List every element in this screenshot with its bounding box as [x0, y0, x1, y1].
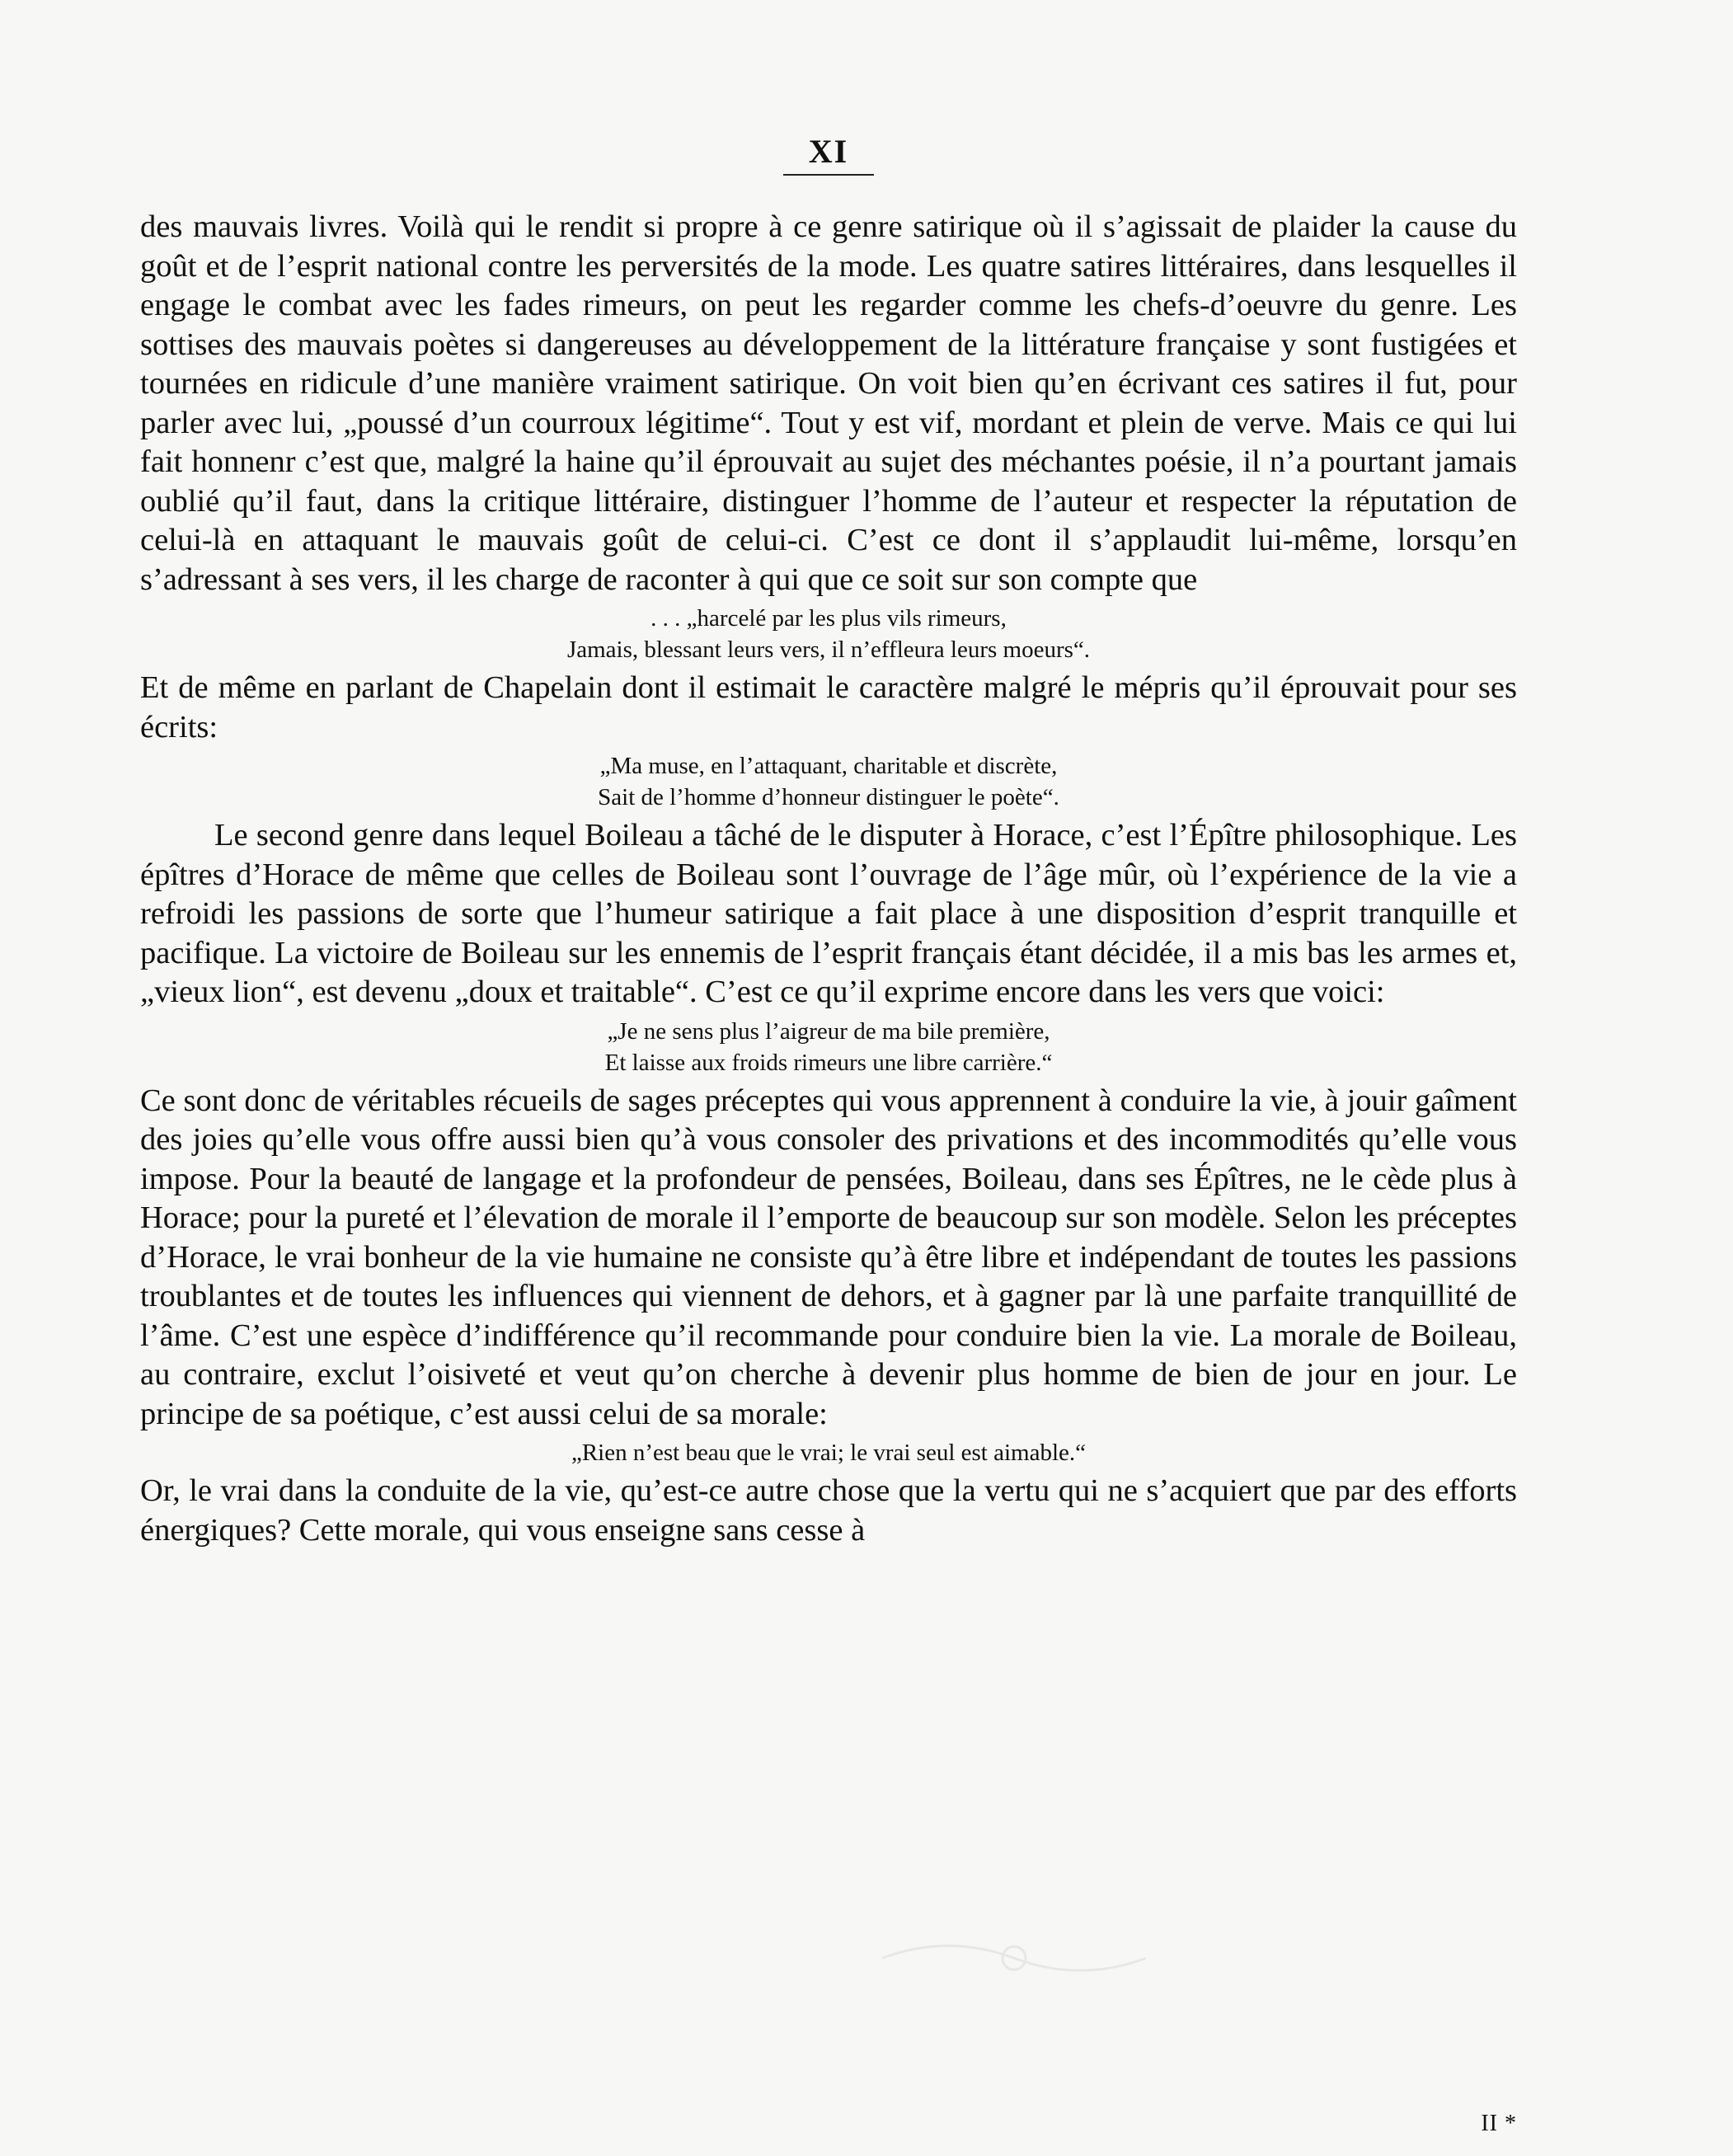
- verse-line: Et laisse aux froids rimeurs une libre carrière.“: [604, 1049, 1053, 1076]
- verse-line: „Rien n’est beau que le vrai; le vrai seul est aimable.“: [571, 1440, 1087, 1466]
- verse-line: „Ma muse, en l’attaquant, charitable et discrète,: [599, 753, 1058, 779]
- page-number-underline: [783, 174, 874, 176]
- paragraph-4: Ce sont donc de véritables récueils de sages préceptes qui vous apprennent à conduire la vie, à jouir gaîment des joies qu’elle vous offre aussi bien qu’à vous consoler des privations et des incommodités qu’elle vous impose. Pour la beauté de langage et la profondeur de pensées, Boileau, dans ses Épîtres, ne le cède plus à Horace; pour la pureté et l’élevation de morale il l’emporte de beaucoup sur son modèle. Selon les préceptes d’Horace, le vrai bonheur de la vie humaine ne consiste qu’à être libre et indépendant de toutes les passions troublantes et de toutes les influences qui viennent de dehors, et à gagner par là une parfaite tranquillité de l’âme. C’est une espèce d’indifférence qu’il recommande pour conduire bien la vie. La morale de Boileau, au contraire, exclut l’oisiveté et veut qu’on cherche à devenir plus homme de bien de jour en jour. Le principe de sa poétique, c’est aussi celui de sa morale:: [140, 1083, 1517, 1431]
- verse-line: . . . „harcelé par les plus vils rimeurs,: [650, 605, 1007, 632]
- verse-quote-1: [140, 603, 1517, 665]
- paragraph-3: Le second genre dans lequel Boileau a tâché de le disputer à Horace, c’est l’Épître philosophique. Les épîtres d’Horace de même que celles de Boileau sont l’ouvrage de l’âge mûr, où l’expérience de la vie a refroidi les passions de sorte que l’humeur satirique a fait place à une disposition d’esprit tranquille et pacifique. La victoire de Boileau sur les ennemis de l’esprit français étant décidée, il a mis bas les armes et, „vieux lion“, est devenu „doux et traitable“. C’est ce qu’il exprime encore dans les vers que voici:: [140, 818, 1517, 1009]
- verse-line: Jamais, blessant leurs vers, il n’effleura leurs moeurs“.: [566, 636, 1091, 663]
- paragraph-1: des mauvais livres. Voilà qui le rendit si propre à ce genre satirique où il s’agissait de plaider la cause du goût et de l’esprit national contre les perversités de la mode. Les quatre satires littéraires, dans lesquelles il engage le combat avec les fades rimeurs, on peut les regarder comme les chefs-d’oeuvre du genre. Les sottises des mauvais poètes si dangereuses au développement de la littérature française y sont fustigées et tournées en ridicule d’une manière vraiment satirique. On voit bien qu’en écrivant ces satires il fut, pour parler avec lui, „poussé d’un courroux légitime“. Tout y est vif, mordant et plein de verve. Mais ce qui lui fait honnenr c’est que, malgré la haine qu’il éprouvait au sujet des méchantes poésie, il n’a pourtant jamais oublié qu’il faut, dans la critique littéraire, distinguer l’homme de l’auteur et respecter la réputation de celui-là en attaquant le mauvais goût de celui-ci. C’est ce dont il s’applaudit lui-même, lorsqu’en s’adressant à ses vers, il les charge de raconter à qui que ce soit sur son compte que: [140, 209, 1517, 597]
- page-number-text: XI: [808, 133, 849, 170]
- verse-quote-2: [140, 750, 1517, 813]
- verse-quote-3: [140, 1016, 1517, 1078]
- verse-line: „Je ne sens plus l’aigreur de ma bile première,: [607, 1017, 1050, 1045]
- bleed-through-ornament: [874, 1929, 1154, 1987]
- page-body: [140, 208, 1517, 1550]
- paragraph-2: Et de même en parlant de Chapelain dont il estimait le caractère malgré le mépris qu’il éprouvait pour ses écrits:: [140, 670, 1517, 745]
- page-number: [140, 132, 1517, 176]
- signature-mark: II *: [1481, 2111, 1517, 2136]
- verse-line: Sait de l’homme d’honneur distinguer le poète“.: [598, 784, 1059, 810]
- verse-quote-4: [140, 1437, 1517, 1468]
- book-page: [140, 132, 1517, 2136]
- paragraph-5: Or, le vrai dans la conduite de la vie, qu’est-ce autre chose que la vertu qui ne s’acquiert que par des efforts énergiques? Cette morale, qui vous enseigne sans cesse à: [140, 1473, 1517, 1548]
